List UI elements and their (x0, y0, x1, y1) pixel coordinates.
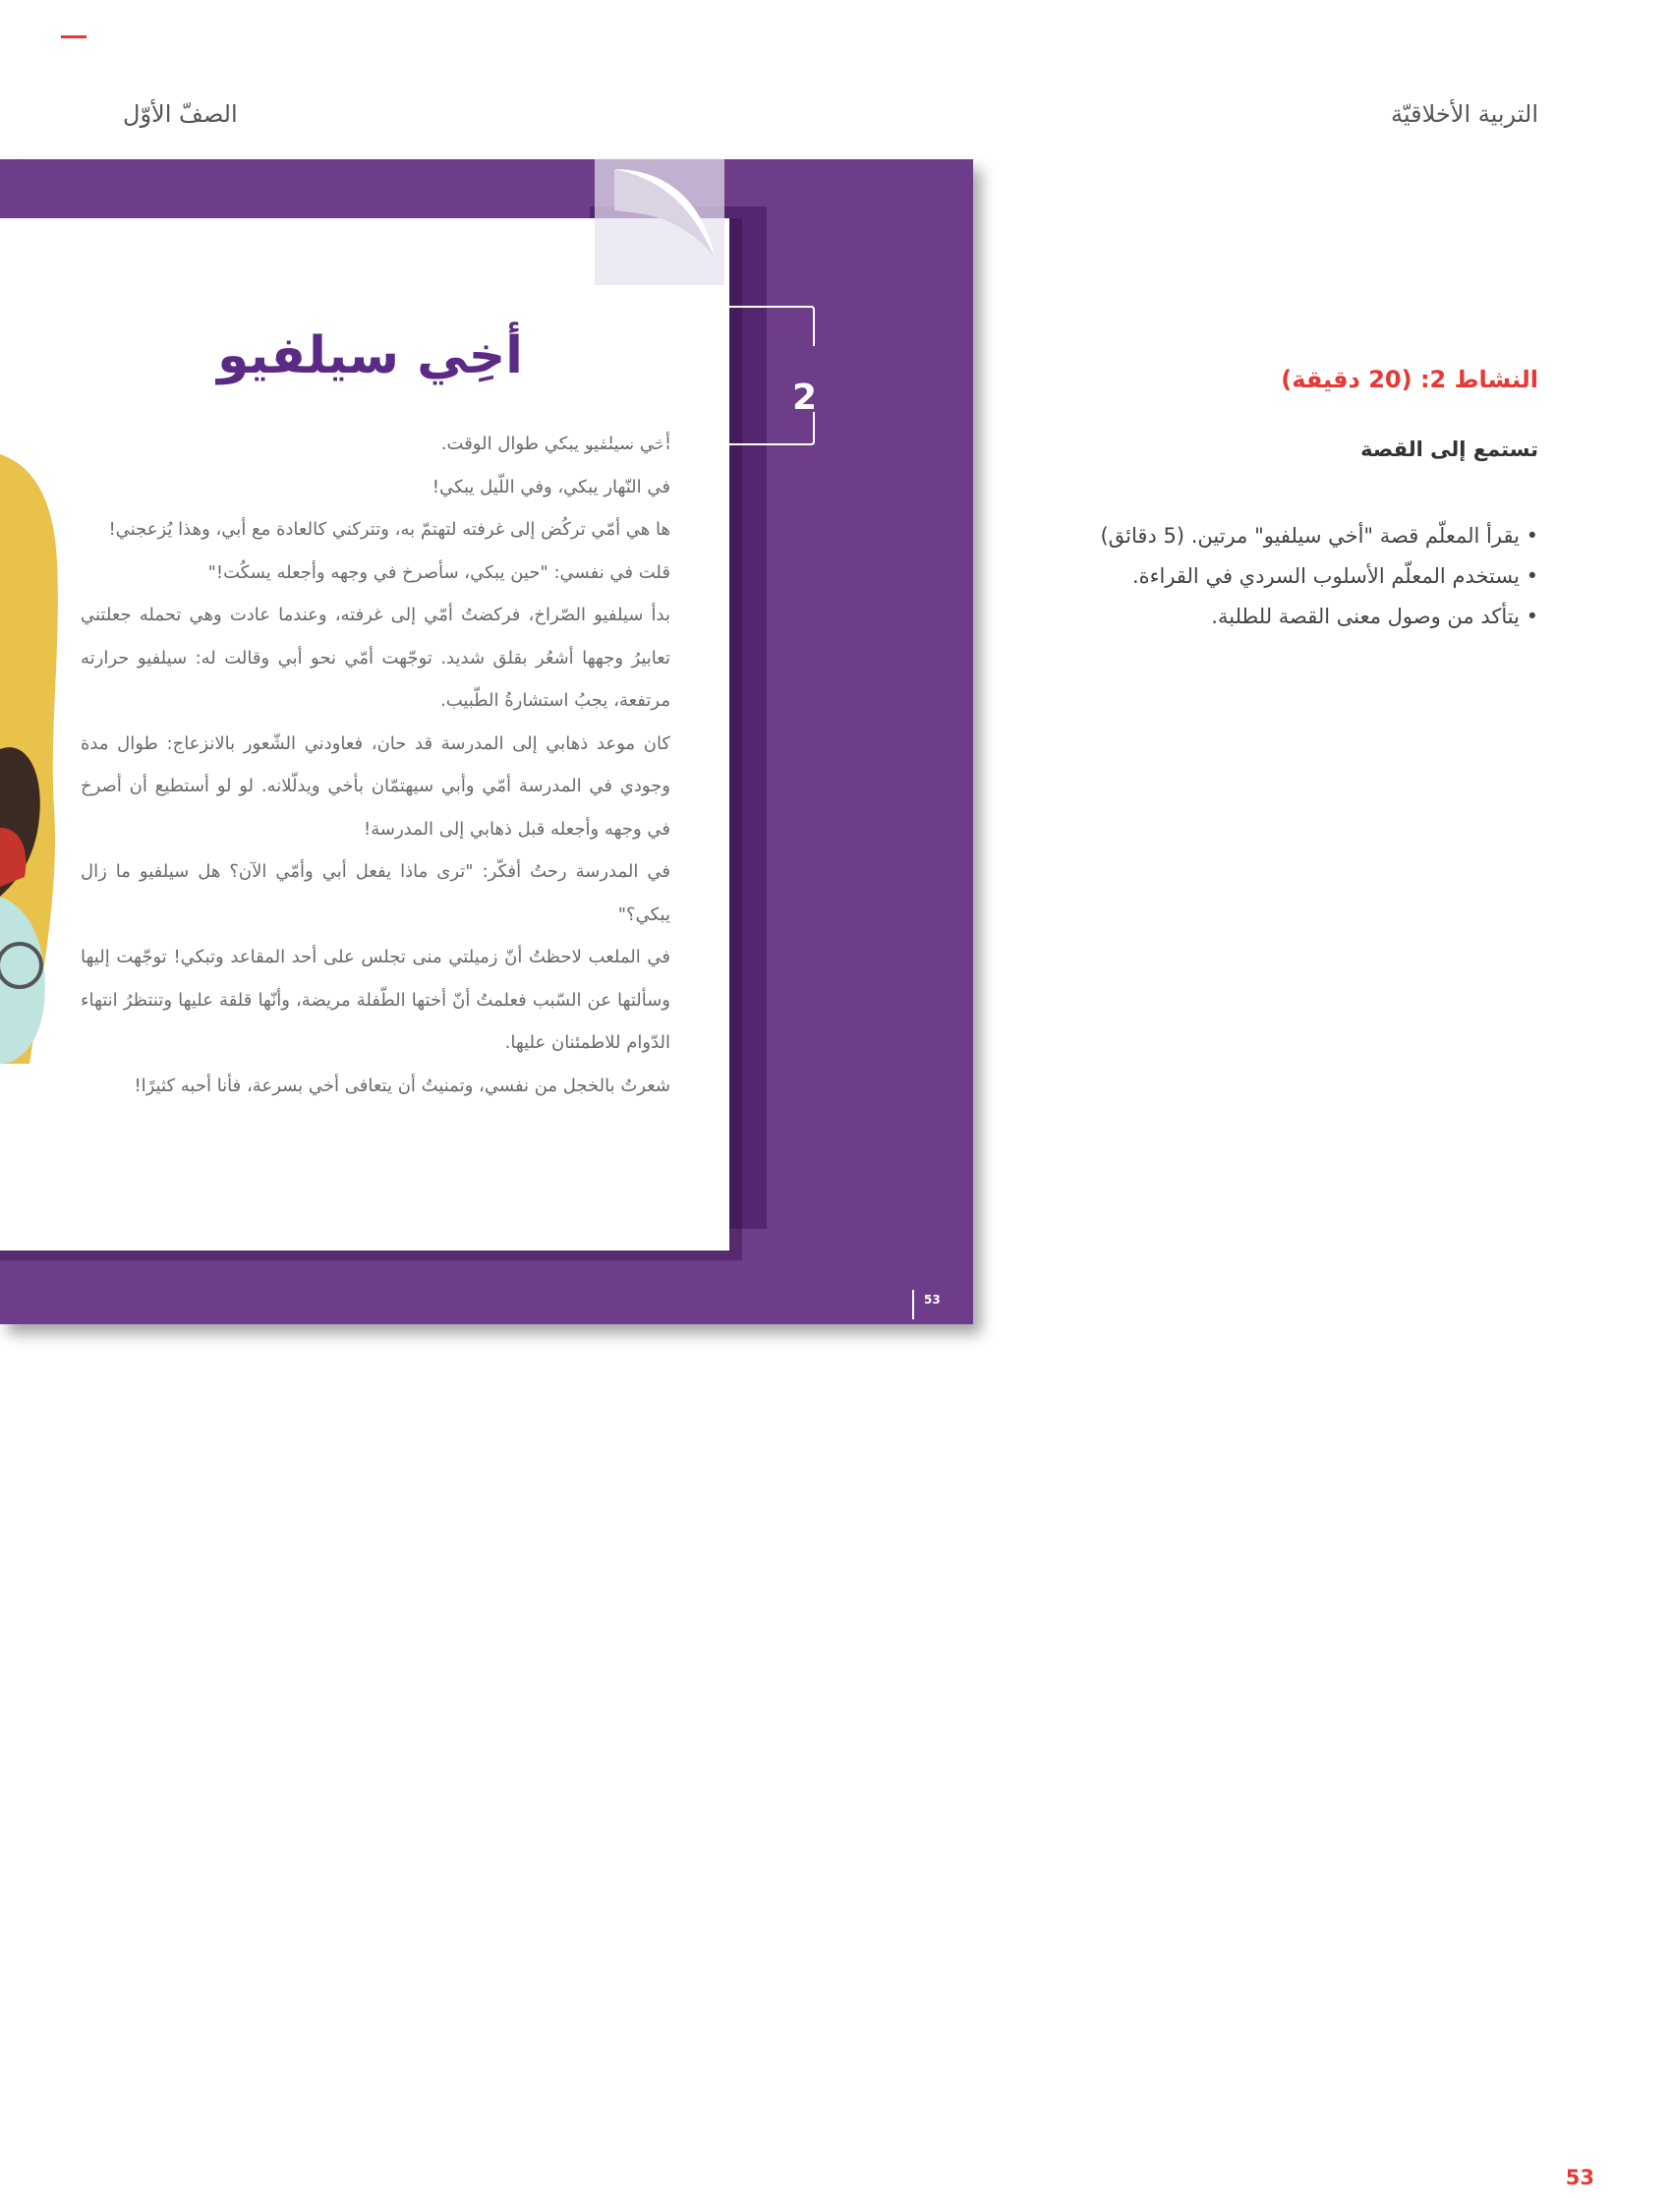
activity-title: النشاط 2: (20 دقيقة) (1281, 366, 1538, 393)
story-paragraph: في الملعب لاحظتُ أنّ زميلتي منى تجلس على أحد المقاعد وتبكي! توجّهت إليها وسألتها عن السّبب فعلمتُ أنّ أختها الطّفلة مريضة، وأنّها قلقة عليها وتنتظرُ انتهاء الدّوام للاطمئنان عليها. (81, 947, 670, 1053)
story-paragraph: أخي سيلفيو يبكي طوال الوقت. (440, 434, 670, 454)
story-paragraph: كان موعد ذهابي إلى المدرسة قد حان، فعاودني الشّعور بالانزعاج: طوال مدة وجودي في المدرسة أمّي وأبي سيهتمّان بأخي ويدلّلانه. لو لو أستطيع أن أصرخ في وجهه وأجعله قبل ذهابي إلى المدرسة! (81, 732, 670, 840)
list-item: • يستخدم المعلّم الأسلوب السردي في القراءة. (1100, 556, 1538, 597)
top-red-mark (61, 35, 86, 38)
story-paragraph: شعرتُ بالخجل من نفسي، وتمنيتُ أن يتعافى أخي بسرعة، فأنا أحبه كثيرًا! (134, 1075, 670, 1096)
story-paragraph: في النّهار يبكي، وفي اللّيل يبكي! (432, 476, 670, 497)
header-subject: التربية الأخلاقيّة (1391, 100, 1538, 128)
teacher-notes-list (1100, 516, 1538, 637)
footer-page-number: 53 (1565, 2166, 1594, 2189)
story-paragraph: بدأ سيلفيو الصّراخ، فركضتُ أمّي إلى غرفته، وعندما عادت وهي تحمله جعلتني تعابيرُ وجهها أشعُر بقلق شديد. توجّهت أمّي نحو أبي وقالت له: سيلفيو حرارته مرتفعة، يجبُ استشارةُ الطّبيب. (81, 605, 670, 711)
story-paragraph: ها هي أمّي تركُض إلى غرفته لتهتمّ به، وتتركني كالعادة مع أبي، وهذا يُزعجني! (108, 519, 670, 540)
list-item: • يتأكد من وصول معنى القصة للطلبة. (1100, 597, 1538, 637)
story-paragraph: قلت في نفسي: "حين يبكي، سأصرخ في وجهه وأجعله يسكُت!" (207, 561, 670, 583)
activity-subtitle: تستمع إلى القصة (1360, 437, 1538, 461)
story-title: أخِي سيلفيو (217, 326, 523, 385)
story-paragraph: في المدرسة رحتُ أفكّر: "ترى ماذا يفعل أبي وأمّي الآن؟ هل سيلفيو ما زال يبكي؟" (81, 861, 670, 925)
student-page-number: 53 (924, 1293, 941, 1307)
story-illustration (0, 454, 59, 1064)
student-book-spread (0, 159, 973, 1324)
page-number-divider (912, 1290, 914, 1319)
list-item: • يقرأ المعلّم قصة "أخي سيلفيو" مرتين. (5 دقائق) (1100, 516, 1538, 556)
story-text (81, 423, 670, 1107)
callout-number: 2 (792, 378, 818, 418)
page-curl-icon (595, 159, 724, 285)
header-grade: الصفّ الأوّل (123, 100, 238, 128)
